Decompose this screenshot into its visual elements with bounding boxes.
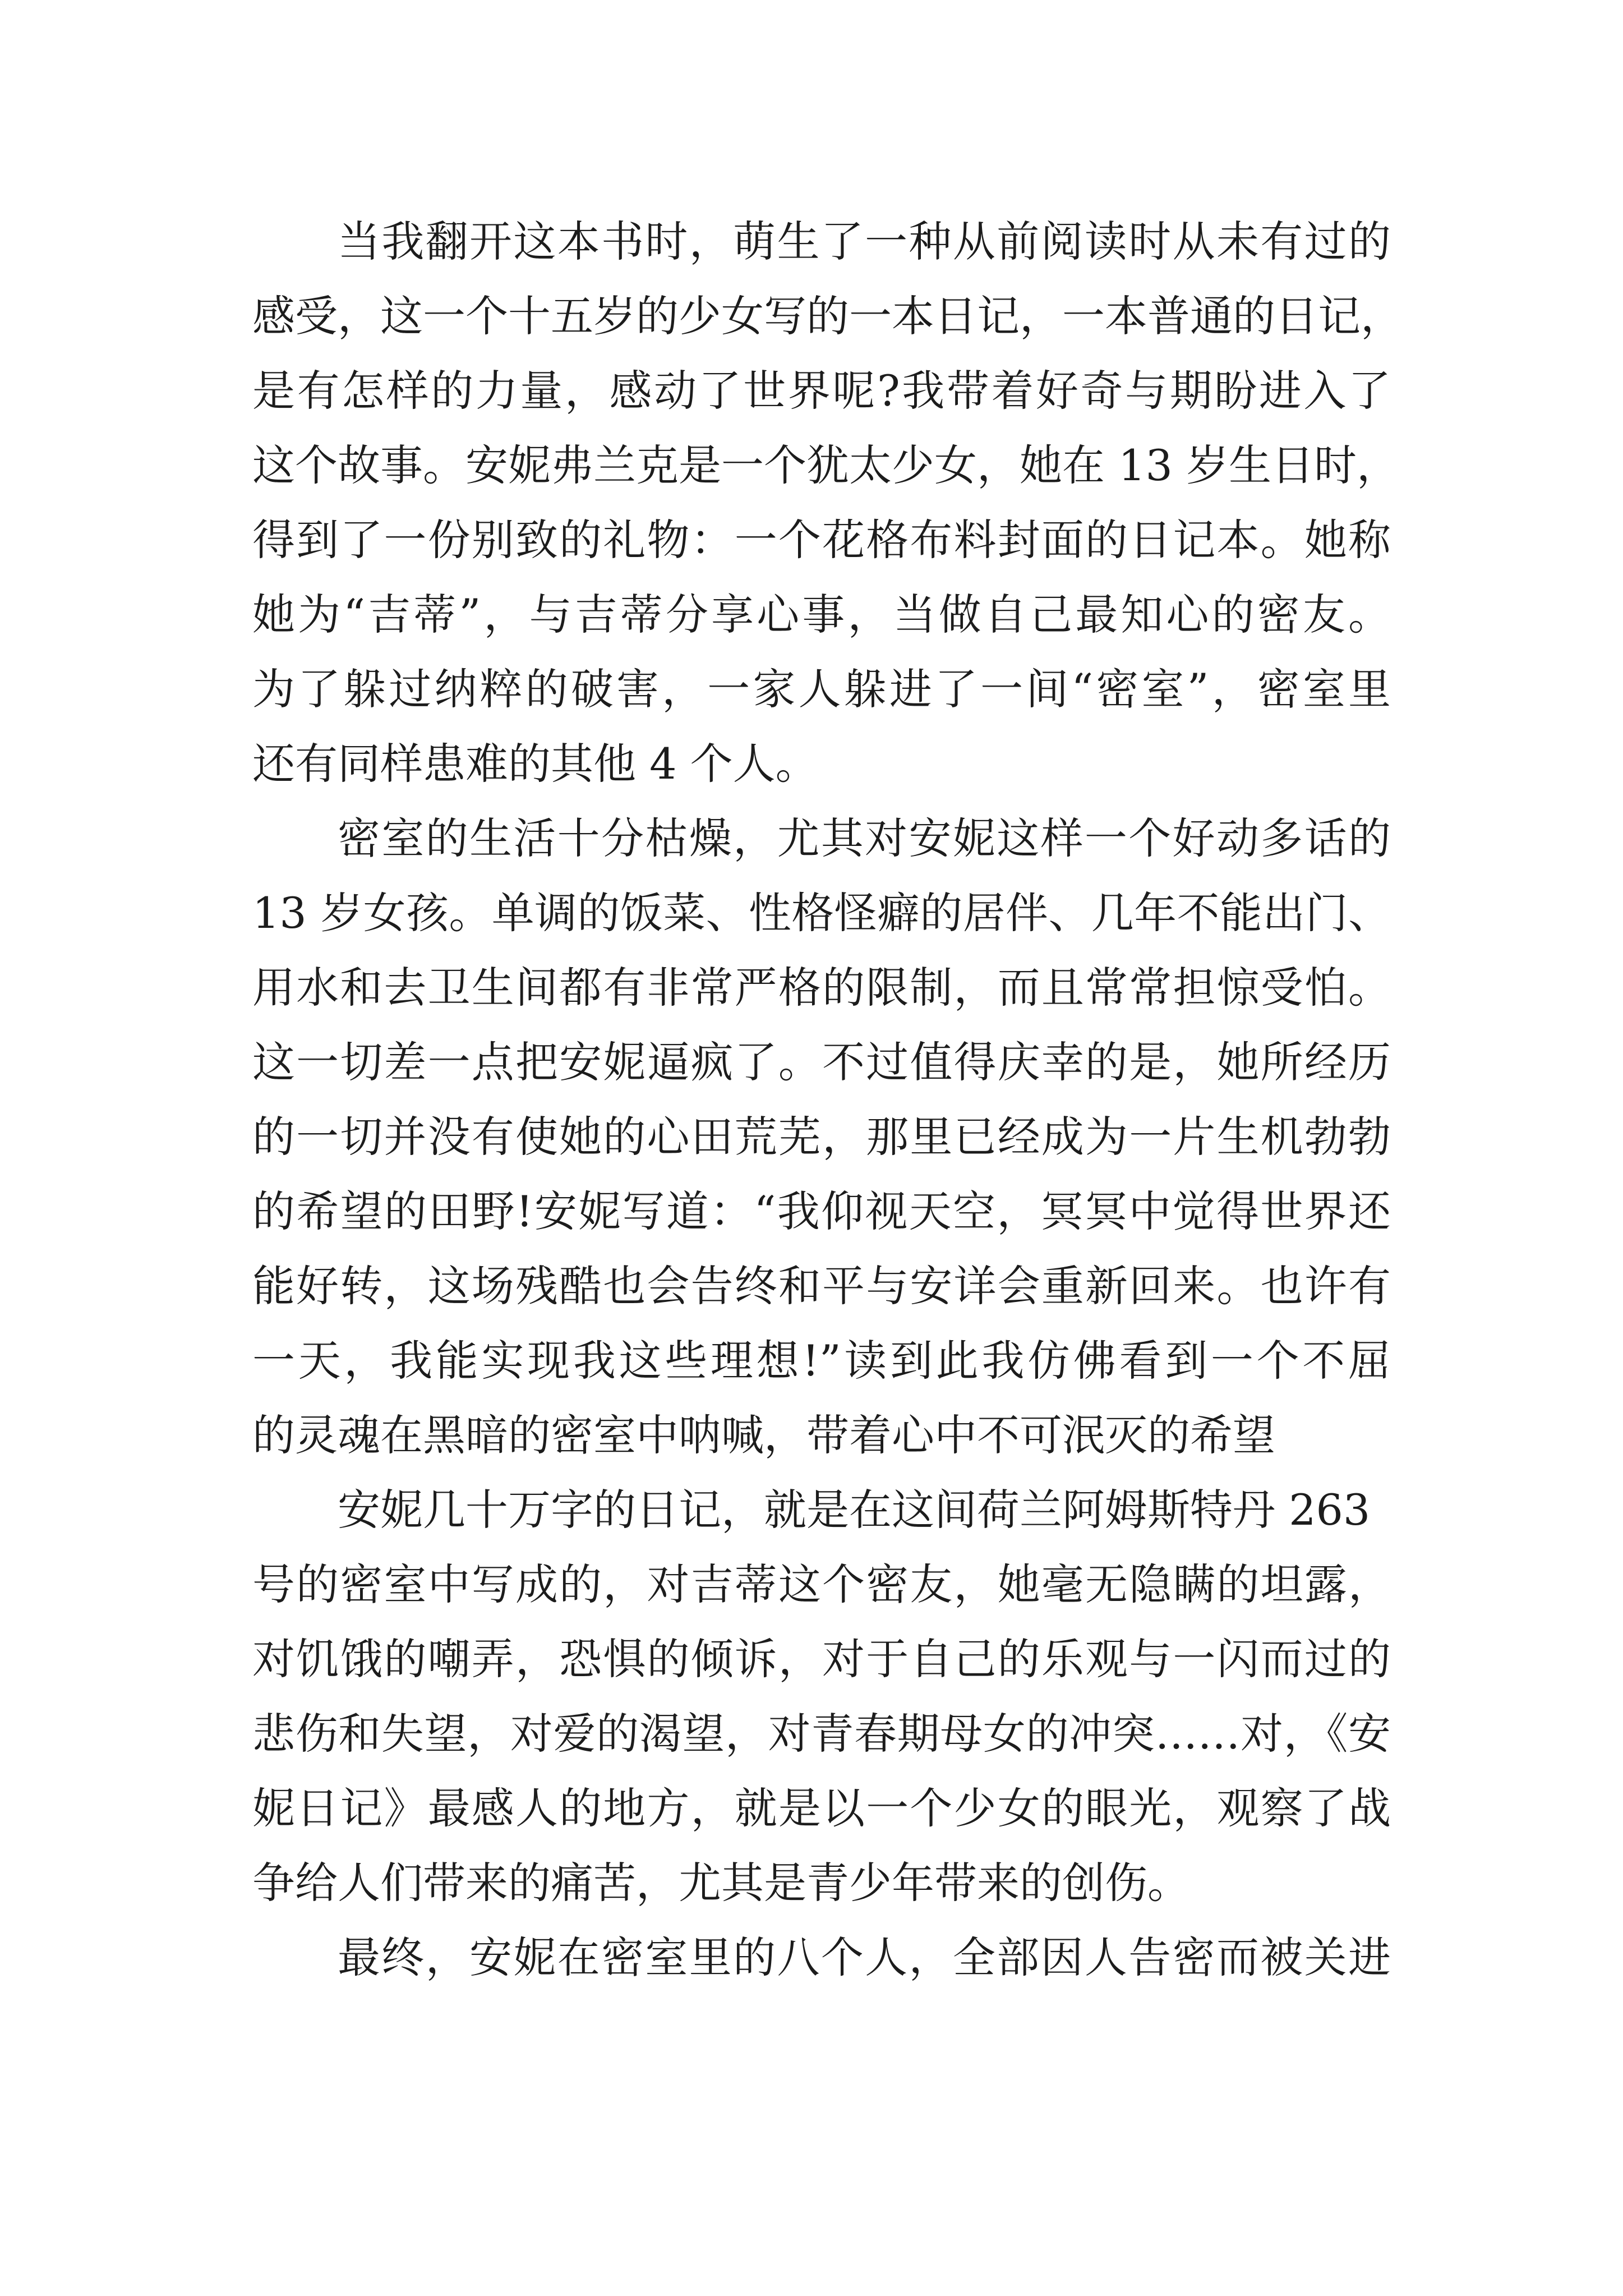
paragraph-2 xyxy=(252,801,1391,1473)
text-line: 还有同样患难的其他 4 个人。 xyxy=(252,739,818,789)
text-line: 的一切并没有使她的心田荒芜，那里已经成为一片生机勃勃 xyxy=(252,1112,1391,1162)
text-line: 用水和去卫生间都有非常严格的限制，而且常常担惊受怕。 xyxy=(252,963,1391,1013)
text-line: 对饥饿的嘲弄，恐惧的倾诉，对于自己的乐观与一闪而过的 xyxy=(252,1634,1391,1684)
text-line: 的希望的田野!安妮写道：“我仰视天空，冥冥中觉得世界还 xyxy=(252,1186,1391,1236)
text-line: 妮日记》最感人的地方，就是以一个少女的眼光，观察了战 xyxy=(252,1783,1391,1833)
text-line: 号的密室中写成的，对吉蒂这个密友，她毫无隐瞒的坦露， xyxy=(252,1559,1391,1609)
text-line: 悲伤和失望，对爱的渴望，对青春期母女的冲突……对，《安 xyxy=(252,1709,1391,1759)
text-line: 密室的生活十分枯燥，尤其对安妮这样一个好动多话的 xyxy=(338,813,1391,863)
document-body xyxy=(252,204,1403,1995)
text-line: 感受，这一个十五岁的少女写的一本日记，一本普通的日记， xyxy=(252,291,1403,341)
text-line: 能好转，这场残酷也会告终和平与安详会重新回来。也许有 xyxy=(252,1261,1391,1311)
text-line: 她为“吉蒂”，与吉蒂分享心事，当做自己最知心的密友。 xyxy=(252,590,1391,639)
paragraph-1 xyxy=(252,204,1403,801)
text-line: 这一切差一点把安妮逼疯了。不过值得庆幸的是，她所经历 xyxy=(252,1037,1391,1087)
text-line: 当我翻开这本书时，萌生了一种从前阅读时从未有过的 xyxy=(338,217,1391,266)
text-line: 一天，我能实现我这些理想!”读到此我仿佛看到一个不屈 xyxy=(252,1336,1391,1386)
paragraph-4 xyxy=(252,1920,1391,1995)
text-line: 的灵魂在黑暗的密室中呐喊，带着心中不可泯灭的希望 xyxy=(252,1410,1275,1460)
text-line: 争给人们带来的痛苦，尤其是青少年带来的创伤。 xyxy=(252,1858,1190,1908)
text-line: 得到了一份别致的礼物：一个花格布料封面的日记本。她称 xyxy=(252,515,1391,565)
text-line: 为了躲过纳粹的破害，一家人躲进了一间“密室”，密室里 xyxy=(252,664,1391,714)
text-line: 这个故事。安妮弗兰克是一个犹太少女，她在 13 岁生日时， xyxy=(252,440,1400,490)
paragraph-3 xyxy=(252,1473,1391,1920)
text-line: 13 岁女孩。单调的饭菜、性格怪癖的居伴、几年不能出门、 xyxy=(252,888,1391,938)
text-line: 最终，安妮在密室里的八个人，全部因人告密而被关进 xyxy=(338,1932,1391,1982)
text-line: 是有怎样的力量，感动了世界呢?我带着好奇与期盼进入了 xyxy=(252,366,1391,416)
text-line: 安妮几十万字的日记，就是在这间荷兰阿姆斯特丹 263 xyxy=(338,1485,1371,1535)
